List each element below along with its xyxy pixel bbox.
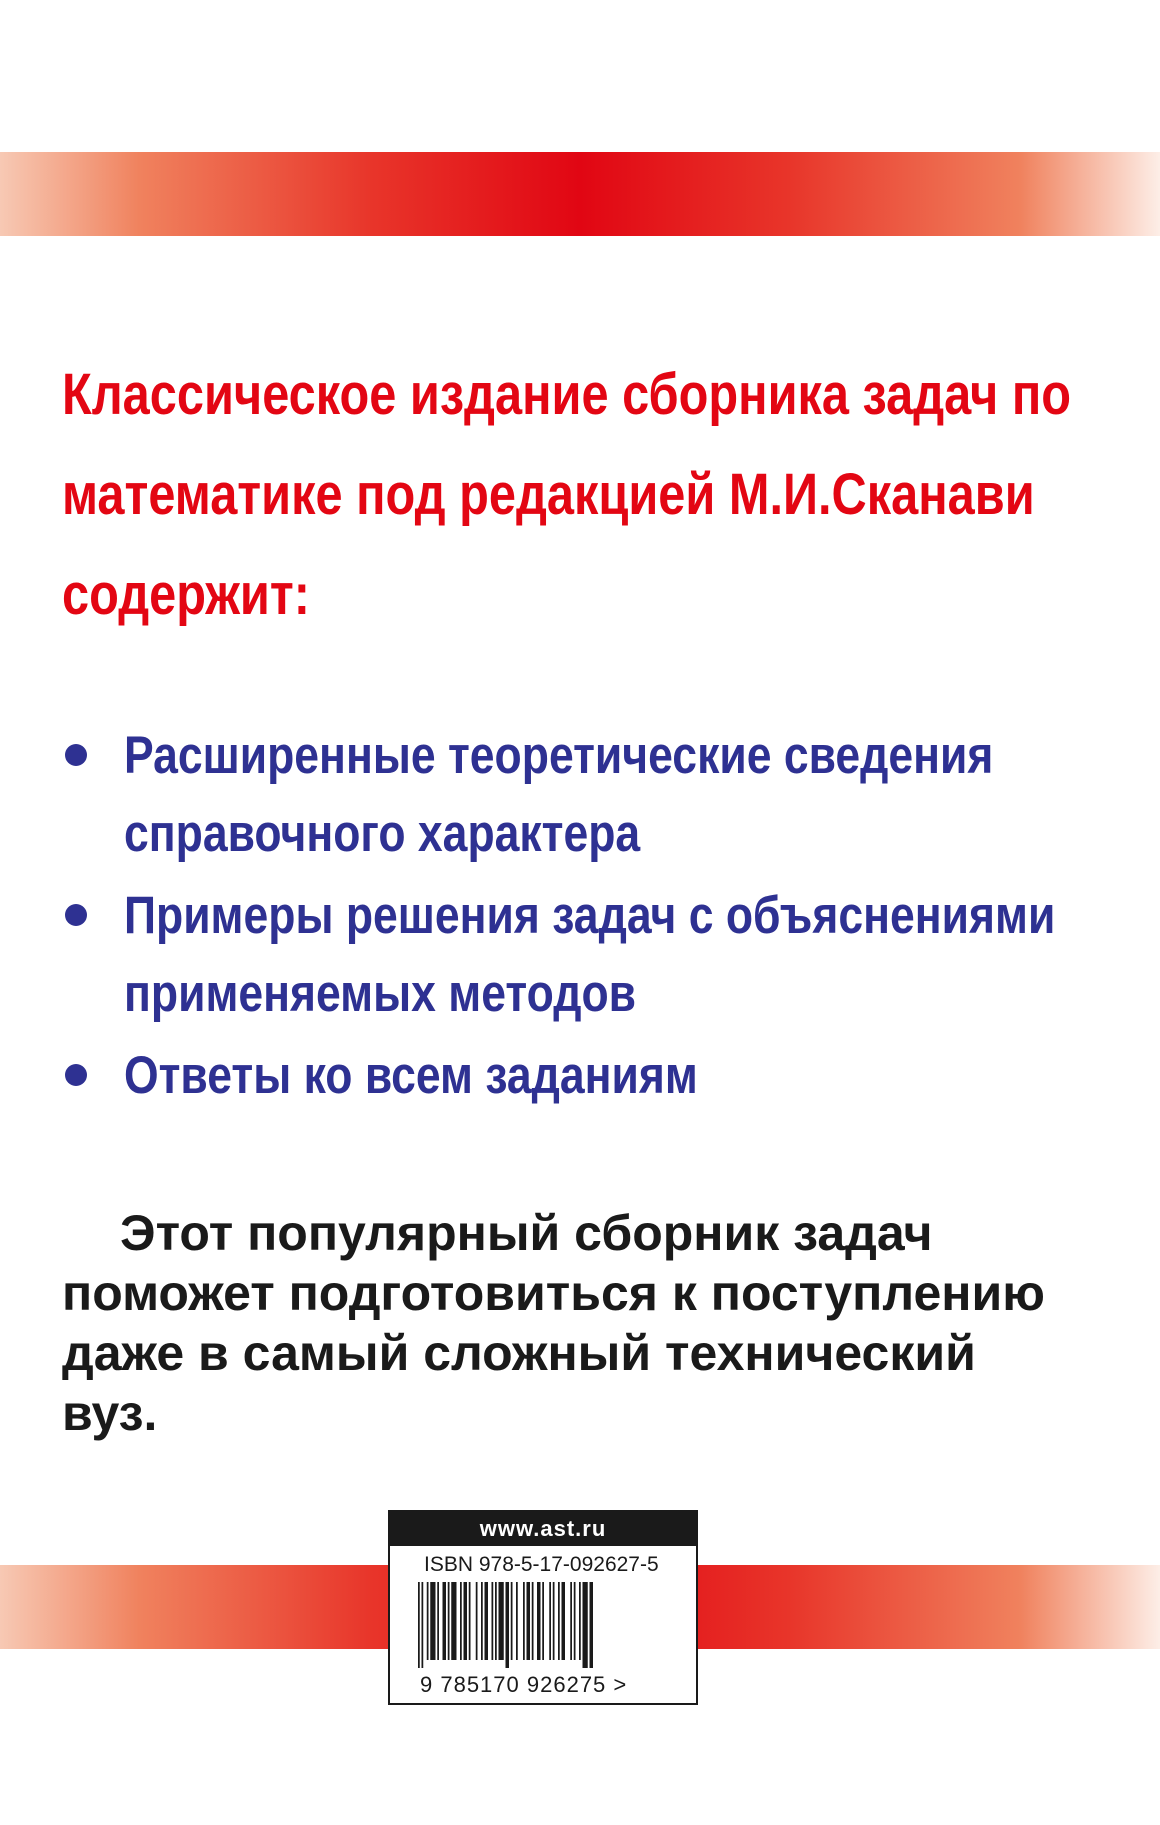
- feature-line: Примеры решения задач с объяснениями: [124, 886, 1056, 945]
- barcode-stripe: [485, 1582, 489, 1660]
- barcode-stripe: [583, 1582, 588, 1668]
- barcode-stripe: [464, 1582, 468, 1660]
- paragraph-line: поможет подготовиться к поступлению: [62, 1265, 1045, 1321]
- feature-list-item: [62, 717, 1102, 873]
- barcode-stripe: [558, 1582, 560, 1660]
- feature-list: [62, 717, 1102, 1119]
- headline-line: Классическое издание сборника задач по: [62, 362, 1072, 427]
- barcode-stripe: [590, 1582, 594, 1668]
- barcode-stripe: [579, 1582, 581, 1660]
- barcode-stripe: [570, 1582, 572, 1660]
- bullet-dot-icon: [65, 744, 87, 766]
- barcode-stripe: [418, 1582, 420, 1668]
- barcode-stripe: [523, 1582, 525, 1660]
- feature-text: [124, 717, 994, 873]
- feature-list-item: [62, 877, 1102, 1033]
- barcode-stripe: [427, 1582, 429, 1660]
- barcode-stripe: [451, 1582, 456, 1660]
- barcode-stripe: [460, 1582, 462, 1660]
- barcode-stripe: [553, 1582, 555, 1660]
- isbn-text: ISBN 978-5-17-092627-5: [424, 1553, 659, 1576]
- feature-line: справочного характера: [124, 804, 641, 863]
- barcode-stripe: [532, 1582, 534, 1660]
- feature-text: [124, 877, 1056, 1033]
- barcode-stripe: [511, 1582, 513, 1660]
- barcode-stripe: [422, 1582, 424, 1668]
- barcode-stripe: [437, 1582, 439, 1660]
- paragraph-line: Этот популярный сборник задач: [120, 1205, 933, 1261]
- barcode-digits: 9 785170 926275 >: [420, 1672, 628, 1697]
- barcode-stripe: [469, 1582, 471, 1660]
- feature-list-item: [62, 1037, 1102, 1115]
- barcode-stripe: [542, 1582, 544, 1660]
- barcode-stripe: [476, 1582, 478, 1660]
- barcode-stripe: [549, 1582, 551, 1660]
- barcode-stripe: [574, 1582, 576, 1660]
- barcode-stripe: [443, 1582, 447, 1660]
- barcode-stripe: [448, 1582, 450, 1660]
- barcode-stripe: [499, 1582, 504, 1660]
- barcode-label: [388, 1510, 698, 1705]
- headline-line: математике под редакцией М.И.Сканави: [62, 462, 1035, 527]
- barcode-stripe: [506, 1582, 510, 1668]
- barcode-stripe: [492, 1582, 494, 1660]
- headline: [62, 345, 1072, 645]
- publisher-website: www.ast.ru: [390, 1512, 696, 1546]
- barcode-stripe: [481, 1582, 483, 1660]
- bullet-dot-icon: [65, 904, 87, 926]
- paragraph-line: вуз.: [62, 1385, 158, 1441]
- barcode-stripe: [527, 1582, 531, 1660]
- barcode-stripe: [516, 1582, 518, 1660]
- paragraph-line: даже в самый сложный технический: [62, 1325, 976, 1381]
- feature-line: применяемых методов: [124, 964, 637, 1023]
- barcode-stripe: [537, 1582, 541, 1660]
- feature-line: Ответы ко всем заданиям: [124, 1046, 698, 1105]
- feature-text: [124, 1037, 946, 1115]
- feature-line: Расширенные теоретические сведения: [124, 726, 994, 785]
- barcode-icon: [418, 1582, 668, 1668]
- bullet-dot-icon: [65, 1064, 87, 1086]
- barcode-stripe: [495, 1582, 497, 1660]
- barcode-stripe: [562, 1582, 566, 1660]
- headline-line: содержит:: [62, 562, 310, 627]
- description-paragraph: [62, 1203, 1122, 1443]
- top-red-band: [0, 152, 1160, 236]
- barcode-stripe: [430, 1582, 435, 1660]
